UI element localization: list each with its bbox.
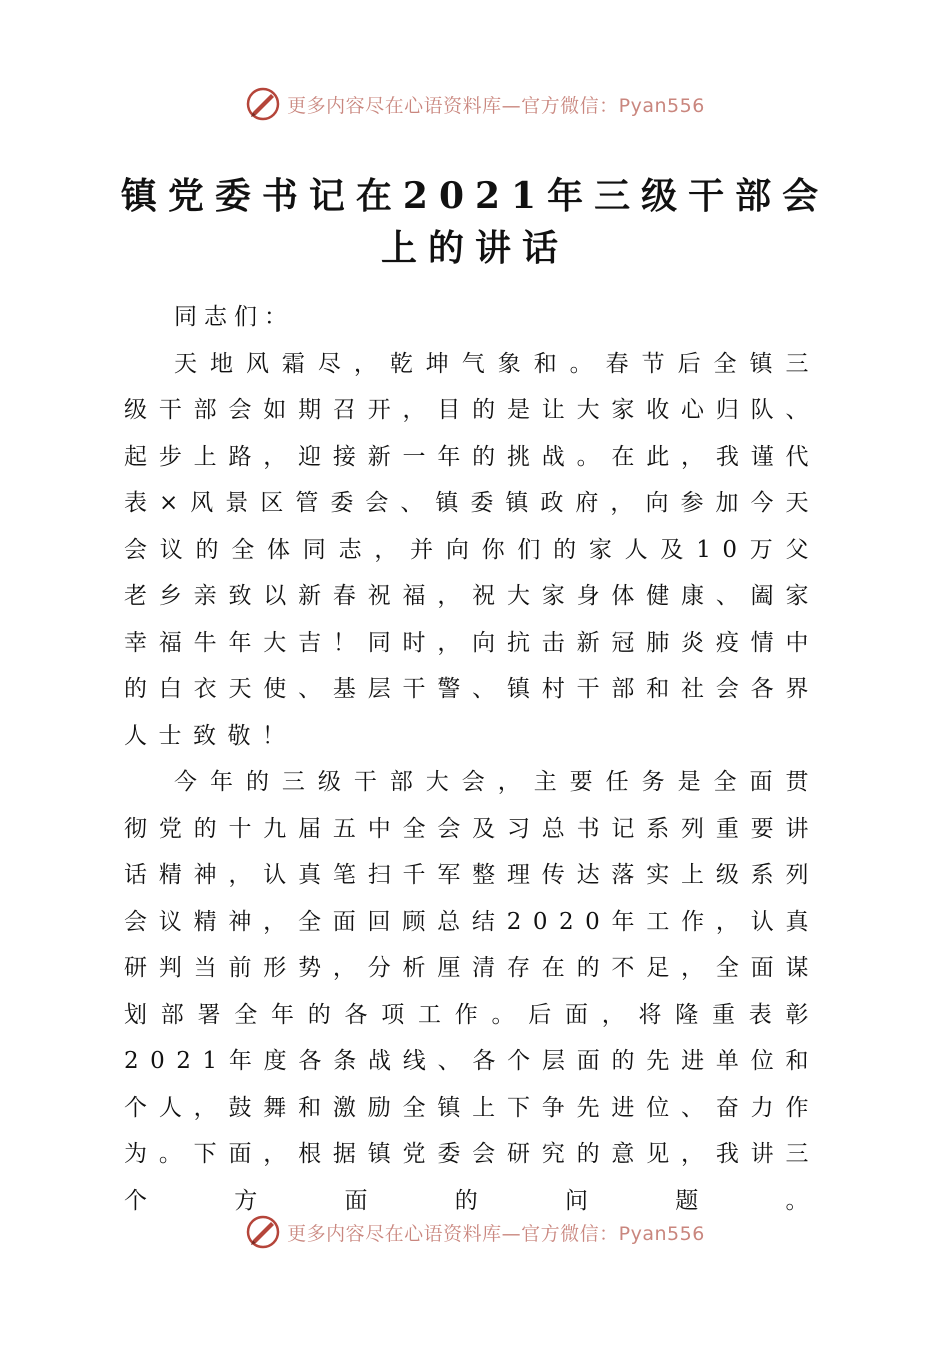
paragraph-1: 天地风霜尽，乾坤气象和。春节后全镇三级干部会如期召开，目的是让大家收心归队、起步上路，迎接新一年的挑战。在此，我谨代表×风景区管委会、镇委镇政府，向参加今天会议的全体同志，并向你们的家人及10万父老乡亲致以新春祝福，祝大家身体健康、阖家幸福牛年大吉！同时，向抗击新冠肺炎疫情中的白衣天使、基层干警、镇村干部和社会各界人士致敬！ xyxy=(124,350,820,749)
paragraph-2: 今年的三级干部大会，主要任务是全面贯彻党的十九届五中全会及习总书记系列重要讲话精神，认真笔扫千军整理传达落实上级系列会议精神，全面回顾总结2020年工作，认真研判当前形势，分析厘清存在的不足，全面谋划部署全年的各项工作。后面，将隆重表彰2021年度各条战线、各个层面的先进单位和个人，鼓舞和激励全镇上下争先进位、奋力作为。下面，根据镇党委会研究的意见，我讲三个方面的问题。 xyxy=(124,769,820,1214)
pen-logo-icon xyxy=(245,86,281,122)
greeting: 同志们： xyxy=(174,304,294,330)
document-body xyxy=(124,294,820,1224)
watermark-text: 更多内容尽在心语资料库—官方微信：Pyan556 xyxy=(287,94,705,117)
footer-watermark xyxy=(0,1212,950,1252)
document-title: 镇党委书记在2021年三级干部会上的讲话 xyxy=(120,175,830,269)
header-watermark xyxy=(0,84,950,124)
watermark-text: 更多内容尽在心语资料库—官方微信：Pyan556 xyxy=(287,1222,705,1245)
pen-logo-icon xyxy=(245,1214,281,1250)
